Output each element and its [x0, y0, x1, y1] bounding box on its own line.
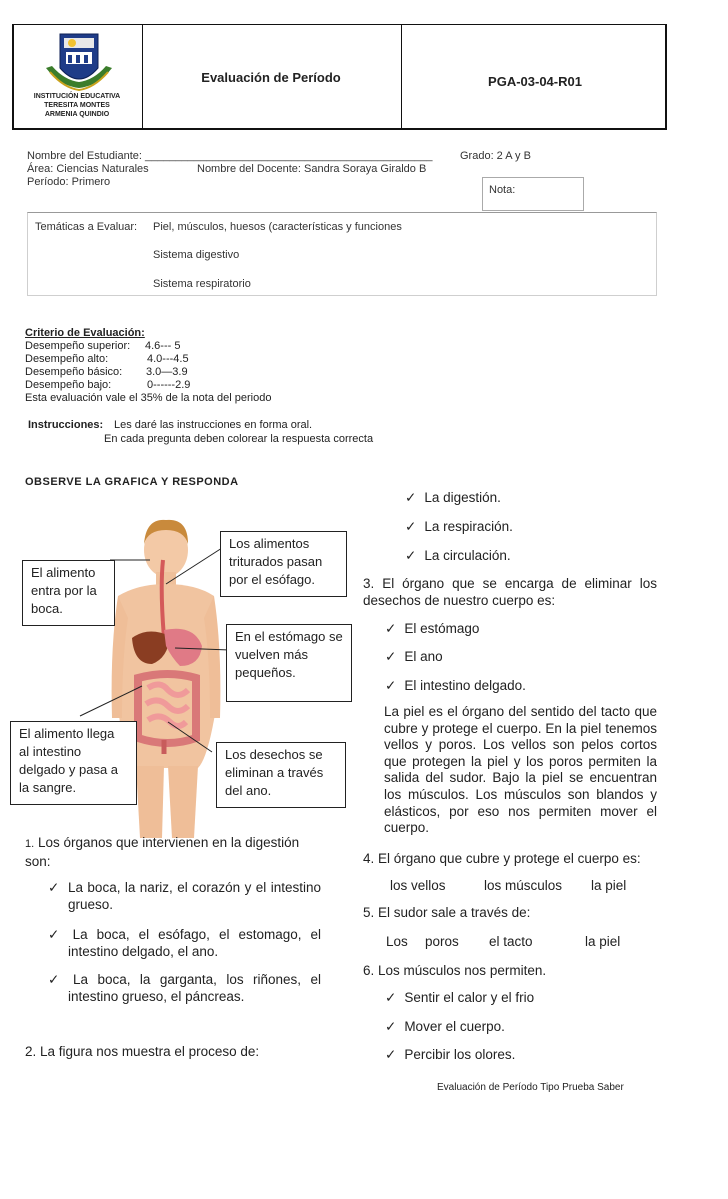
answer-option[interactable]	[385, 677, 526, 694]
topics-label: Temáticas a Evaluar:	[35, 221, 138, 233]
answer-option[interactable]	[405, 518, 513, 535]
criteria-row-label: Desempeño básico:	[25, 366, 123, 378]
skin-reading-text: La piel es el órgano del sentido del tacto que cubre y protege el cuerpo. En la piel tenemos vellos y poros. Los vellos son pelos cortos que protegen la piel y los poros permiten la salida del sudor. Bajo la piel se encuentran los músculos. Los músculos son blandos y elásticos, por eso nos permiten mover el cuerpo.	[384, 704, 657, 836]
answer-option[interactable]	[385, 1018, 505, 1035]
question-1	[25, 834, 322, 870]
school-name-line: INSTITUCIÓN EDUCATIVA	[33, 93, 121, 100]
answer-option-label: La boca, el esófago, el estomago, el intestino delgado, el ano.	[68, 927, 322, 959]
answer-option[interactable]: la piel	[591, 878, 627, 893]
answer-option[interactable]	[385, 648, 443, 665]
criteria-row-label: Desempeño superior:	[25, 340, 131, 352]
criteria-note: Esta evaluación vale el 35% de la nota del periodo	[25, 392, 272, 404]
period-field: Período: Primero	[27, 176, 111, 188]
answer-option[interactable]	[405, 547, 511, 564]
answer-option-label: Mover el cuerpo.	[404, 1019, 505, 1034]
grade-box-label: Nota:	[489, 184, 516, 196]
school-name	[12, 92, 142, 119]
callout-anus: Los desechos se eliminan a través del ano.	[216, 742, 346, 808]
answer-option-label: El ano	[404, 649, 443, 664]
criteria-row-label: Desempeño alto:	[25, 353, 109, 365]
instructions-label: Instrucciones:	[28, 419, 104, 431]
answer-option[interactable]: poros	[425, 934, 459, 949]
answer-option[interactable]	[48, 926, 321, 960]
callout-esophagus: Los alimentos triturados pasan por el esófago.	[220, 531, 347, 597]
criteria-row-value: 3.0—3.9	[146, 366, 188, 378]
instructions-line: En cada pregunta deben colorear la respuesta correcta	[104, 433, 374, 445]
answer-option[interactable]	[405, 489, 501, 506]
page-footer: Evaluación de Período Tipo Prueba Saber	[437, 1082, 624, 1093]
document-code: PGA-03-04-R01	[488, 74, 582, 89]
answer-option[interactable]	[385, 620, 479, 637]
answer-option-label: La boca, la garganta, los riñones, el intestino grueso, el páncreas.	[68, 972, 322, 1004]
answer-option-label: La respiración.	[424, 519, 513, 534]
criteria-row-value: 4.0---4.5	[147, 353, 189, 365]
grade-box	[482, 177, 584, 211]
answer-option[interactable]	[48, 971, 321, 1005]
answer-option[interactable]: los músculos	[484, 878, 563, 893]
answer-option[interactable]	[48, 879, 321, 913]
callout-mouth: El alimento entra por la boca.	[22, 560, 115, 626]
school-name-line: TERESITA MONTES	[44, 102, 110, 109]
answer-option-label: Percibir los olores.	[404, 1047, 516, 1062]
question-5: 5. El sudor sale a través de:	[363, 905, 531, 920]
answer-option-label: Sentir el calor y el frio	[404, 990, 535, 1005]
answer-option[interactable]	[385, 1046, 515, 1063]
answer-option-label: El estómago	[404, 621, 480, 636]
answer-option[interactable]: el tacto	[489, 934, 533, 949]
question-4: 4. El órgano que cubre y protege el cuerpo es:	[363, 851, 641, 866]
question-text: Los órganos que intervienen en la digestión son:	[25, 835, 300, 869]
school-name-line: ARMENIA QUINDIO	[44, 111, 110, 118]
answer-option[interactable]: Los	[386, 934, 408, 949]
answer-option[interactable]: la piel	[585, 934, 621, 949]
teacher-field: Nombre del Docente: Sandra Soraya Giraldo B	[197, 163, 427, 175]
criteria-row-label: Desempeño bajo:	[25, 379, 112, 391]
topic-item: Sistema respiratorio	[153, 278, 251, 290]
student-name-field: Nombre del Estudiante: _______________________________________________	[27, 150, 433, 162]
answer-option-label: La circulación.	[424, 548, 511, 563]
answer-option[interactable]: los vellos	[390, 878, 446, 893]
callout-stomach: En el estómago se vuelven más pequeños.	[226, 624, 352, 702]
instructions-line: Les daré las instrucciones en forma oral.	[114, 419, 313, 431]
school-logo-icon	[40, 28, 118, 92]
answer-option-label: La digestión.	[424, 490, 501, 505]
criteria-row-value: 0------2.9	[147, 379, 191, 391]
question-2: 2. La figura nos muestra el proceso de:	[25, 1044, 260, 1059]
callout-intestine: El alimento llega al intestino delgado y pasa a la sangre.	[10, 721, 137, 805]
section-heading: OBSERVE LA GRAFICA Y RESPONDA	[25, 476, 239, 488]
answer-option-label: El intestino delgado.	[404, 678, 526, 693]
question-6: 6. Los músculos nos permiten.	[363, 963, 547, 978]
topic-item: Sistema digestivo	[153, 249, 240, 261]
question-number: 1.	[25, 838, 35, 850]
answer-option[interactable]	[385, 989, 534, 1006]
criteria-title: Criterio de Evaluación:	[25, 327, 145, 339]
page-title: Evaluación de Período	[201, 70, 341, 85]
criteria-row-value: 4.6--- 5	[145, 340, 181, 352]
topic-item: Piel, músculos, huesos (características y funciones	[153, 221, 402, 233]
question-3: 3. El órgano que se encarga de eliminar los desechos de nuestro cuerpo es:	[363, 576, 657, 608]
answer-option-label: La boca, la nariz, el corazón y el intestino grueso.	[67, 880, 321, 912]
area-field: Área: Ciencias Naturales	[27, 163, 149, 175]
grade-field: Grado: 2 A y B	[460, 150, 531, 162]
